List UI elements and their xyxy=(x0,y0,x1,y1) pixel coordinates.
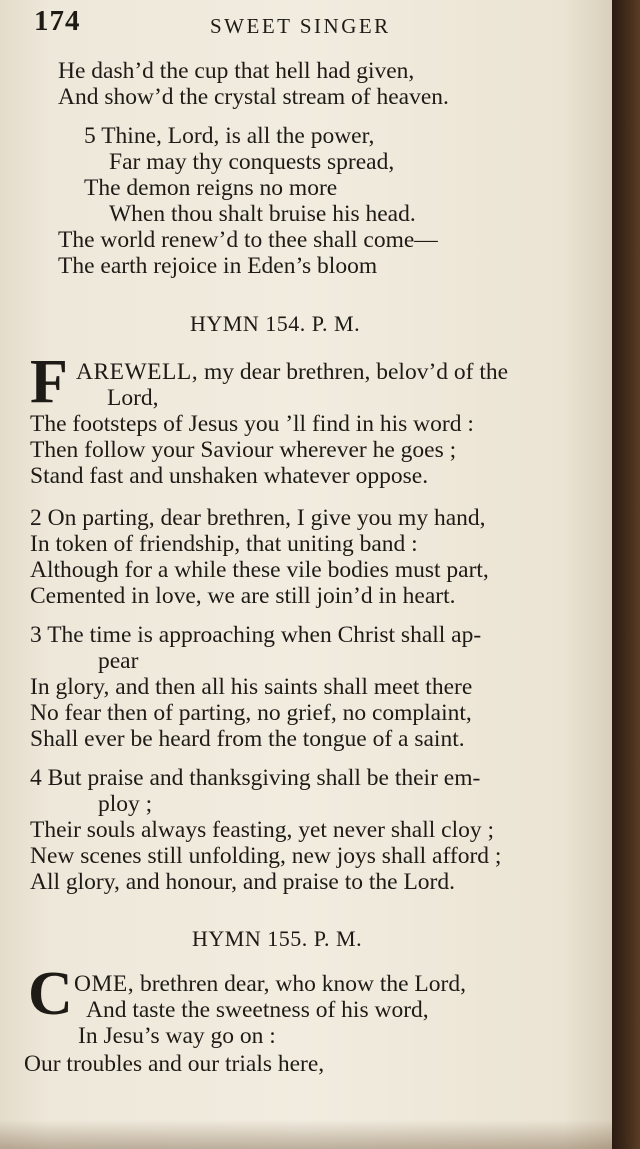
verse-line: No fear then of parting, no grief, no complaint, xyxy=(30,700,472,726)
verse-line: All glory, and honour, and praise to the Lord. xyxy=(30,869,456,895)
verse-line: In glory, and then all his saints shall meet there xyxy=(30,674,473,700)
verse-line: 2 On parting, dear brethren, I give you my hand, xyxy=(30,505,486,531)
verse-line: Shall ever be heard from the tongue of a saint. xyxy=(30,726,465,752)
first-word: AREWELL, xyxy=(76,359,199,385)
first-line-rest: brethren dear, who know the Lord, xyxy=(134,971,466,997)
verse-first-line xyxy=(74,971,466,997)
verse-line: Lord, xyxy=(107,385,159,411)
verse-first-line xyxy=(76,359,508,385)
verse-line: 4 But praise and thanksgiving shall be their em- xyxy=(30,765,481,791)
verse-line: Although for a while these vile bodies must part, xyxy=(30,557,489,583)
drop-cap: F xyxy=(30,348,68,416)
verse-line: And show’d the crystal stream of heaven. xyxy=(58,84,449,110)
book-spine xyxy=(612,0,640,1149)
first-line-rest: my dear brethren, belov’d of the xyxy=(198,359,509,385)
verse-line: And taste the sweetness of his word, xyxy=(86,997,429,1023)
verse-line: He dash’d the cup that hell had given, xyxy=(58,58,415,84)
verse-line: 5 Thine, Lord, is all the power, xyxy=(84,123,375,149)
verse-line: New scenes still unfolding, new joys shall afford ; xyxy=(30,843,502,869)
hymn-title: HYMN 154. P. M. xyxy=(190,311,361,336)
verse-line: ploy ; xyxy=(98,791,153,817)
hymn-title: HYMN 155. P. M. xyxy=(192,926,363,951)
page-number: 174 xyxy=(34,5,81,37)
verse-line: The footsteps of Jesus you ’ll find in his word : xyxy=(30,411,474,437)
page-bottom-edge xyxy=(0,1120,612,1149)
verse-line: The world renew’d to thee shall come— xyxy=(58,227,438,253)
verse-line: Far may thy conquests spread, xyxy=(109,149,395,175)
verse-line: The demon reigns no more xyxy=(84,175,338,201)
verse-line: Their souls always feasting, yet never shall cloy ; xyxy=(30,817,494,843)
verse-line: The earth rejoice in Eden’s bloom xyxy=(58,253,378,279)
verse-line: Our troubles and our trials here, xyxy=(24,1051,325,1077)
first-word: OME, xyxy=(74,971,135,997)
verse-line: When thou shalt bruise his head. xyxy=(109,201,416,227)
verse-line: pear xyxy=(98,648,139,674)
running-title: SWEET SINGER xyxy=(210,14,391,38)
verse-line: In Jesu’s way go on : xyxy=(78,1023,276,1049)
verse-line: In token of friendship, that uniting band : xyxy=(30,531,418,557)
verse-line: Cemented in love, we are still join’d in heart. xyxy=(30,583,456,609)
verse-line: 3 The time is approaching when Christ shall ap- xyxy=(30,622,482,648)
drop-cap: C xyxy=(28,960,73,1028)
verse-line: Then follow your Saviour wherever he goes ; xyxy=(30,437,457,463)
verse-line: Stand fast and unshaken whatever oppose. xyxy=(30,463,429,489)
